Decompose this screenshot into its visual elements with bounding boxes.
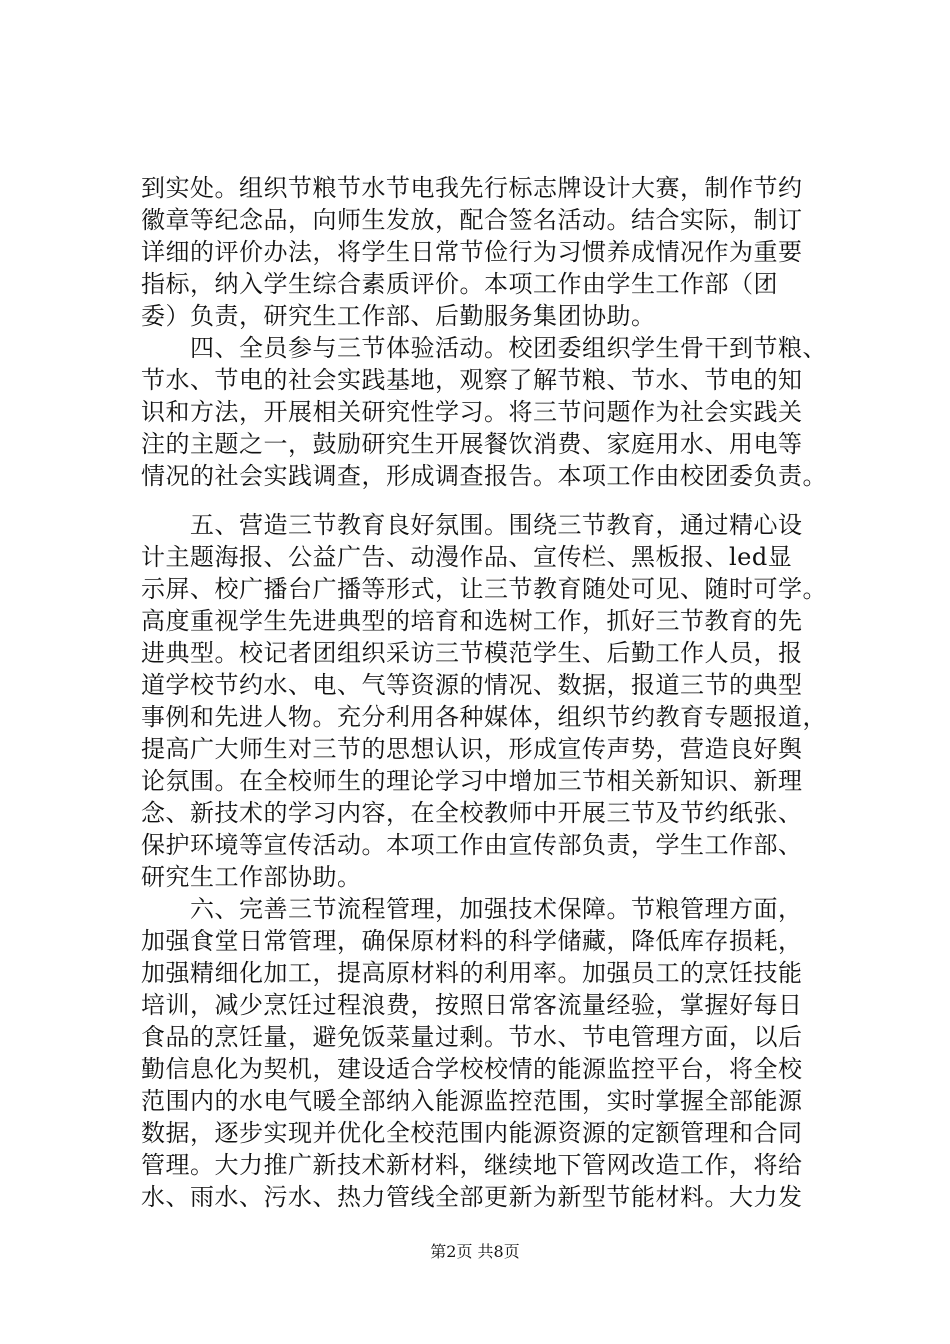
body-text-line: 计主题海报、公益广告、动漫作品、宣传栏、黑板报、led显: [141, 543, 793, 571]
body-text-line: 道学校节约水、电、气等资源的情况、数据，报道三节的典型: [141, 671, 803, 699]
section-five-paragraph: 五、营造三节教育良好氛围。围绕三节教育，通过精心设: [141, 511, 803, 539]
body-text-line: 徽章等纪念品，向师生发放，配合签名活动。结合实际，制订: [141, 206, 803, 234]
body-text-line: 管理。大力推广新技术新材料，继续地下管网改造工作，将给: [141, 1151, 803, 1179]
body-text-line: 加强食堂日常管理，确保原材料的科学储藏，降低库存损耗，: [141, 927, 803, 955]
body-text-line: 示屏、校广播台广播等形式，让三节教育随处可见、随时可学。: [141, 575, 827, 603]
page-number-footer: 第2页 共8页: [430, 1242, 520, 1261]
body-text-line: 指标，纳入学生综合素质评价。本项工作由学生工作部（团: [141, 270, 778, 298]
body-text-line: 加强精细化加工，提高原材料的利用率。加强员工的烹饪技能: [141, 959, 803, 987]
body-text-line: 提高广大师生对三节的思想认识，形成宣传声势，营造良好舆: [141, 735, 803, 763]
body-text-line: 注的主题之一，鼓励研究生开展餐饮消费、家庭用水、用电等: [141, 430, 803, 458]
body-text-line: 食品的烹饪量，避免饭菜量过剩。节水、节电管理方面，以后: [141, 1023, 803, 1051]
body-text-line: 水、雨水、污水、热力管线全部更新为新型节能材料。大力发: [141, 1183, 803, 1211]
body-text-line: 念、新技术的学习内容，在全校教师中开展三节及节约纸张、: [141, 799, 803, 827]
body-text-line: 范围内的水电气暖全部纳入能源监控范围，实时掌握全部能源: [141, 1087, 803, 1115]
body-text-line: 保护环境等宣传活动。本项工作由宣传部负责，学生工作部、: [141, 831, 803, 859]
body-text-line: 识和方法，开展相关研究性学习。将三节问题作为社会实践关: [141, 398, 803, 426]
body-text-line: 节水、节电的社会实践基地，观察了解节粮、节水、节电的知: [141, 366, 803, 394]
body-text-line: 培训，减少烹饪过程浪费，按照日常客流量经验，掌握好每日: [141, 991, 803, 1019]
body-text-line: 委）负责，研究生工作部、后勤服务集团协助。: [141, 302, 656, 330]
body-text-line: 研究生工作部协助。: [141, 863, 362, 891]
section-four-paragraph: 四、全员参与三节体验活动。校团委组织学生骨干到节粮、: [141, 334, 827, 362]
body-text-line: 事例和先进人物。充分利用各种媒体，组织节约教育专题报道，: [141, 703, 827, 731]
body-text-line: 情况的社会实践调查，形成调查报告。本项工作由校团委负责。: [141, 462, 827, 490]
body-text-line: 详细的评价办法，将学生日常节俭行为习惯养成情况作为重要: [141, 238, 803, 266]
body-text-line: 数据，逐步实现并优化全校范围内能源资源的定额管理和合同: [141, 1119, 803, 1147]
body-text-line: 论氛围。在全校师生的理论学习中增加三节相关新知识、新理: [141, 767, 803, 795]
body-text-line: 高度重视学生先进典型的培育和选树工作，抓好三节教育的先: [141, 607, 803, 635]
body-text-line: 勤信息化为契机，建设适合学校校情的能源监控平台，将全校: [141, 1055, 803, 1083]
section-six-paragraph: 六、完善三节流程管理，加强技术保障。节粮管理方面，: [141, 895, 803, 923]
body-text-line: 进典型。校记者团组织采访三节模范学生、后勤工作人员，报: [141, 639, 803, 667]
body-text-line: 到实处。组织节粮节水节电我先行标志牌设计大赛，制作节约: [141, 174, 803, 202]
